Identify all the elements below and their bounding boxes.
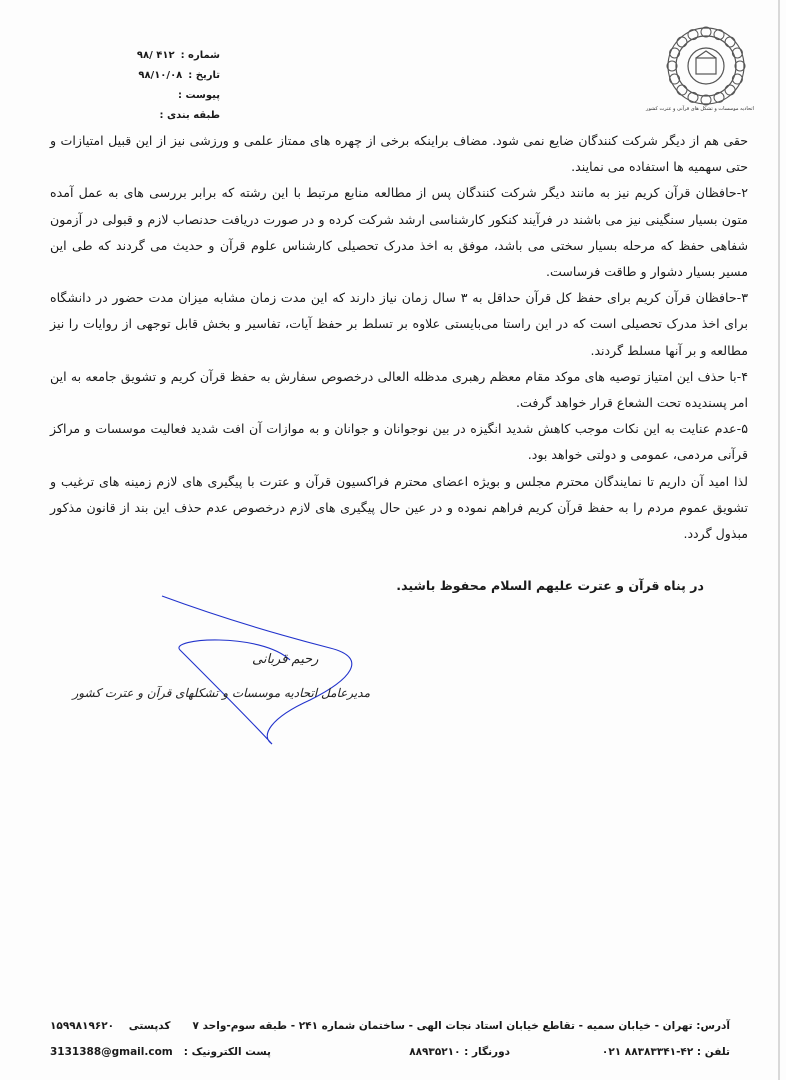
footer-fax [409, 1046, 510, 1058]
number-value: ۹۸/ ۴۱۲ [136, 50, 175, 61]
logo-petal [714, 92, 724, 102]
body-paragraph: لذا امید آن داریم تا نمایندگان محترم مجلس و بویژه اعضای محترم فراکسیون قرآن و عترت با پیگیری های لازم زمینه های ترغیب و تشویق عموم مردم را به حفظ قرآن کریم فراهم نموده و در عین حال پیگیری های لازم درخصوص عدم حذف این بند از قانون مذکور مبذول گردد. [50, 473, 748, 542]
email-label: پست الکترونیک : [183, 1046, 271, 1058]
body-paragraph: ۳-حافظان قرآن کریم برای حفظ کل قرآن حداقل به ۳ سال زمان نیاز دارند که این مدت زمان مشابه میزان مدت حضور در دانشگاه برای اخذ مدرک تحصیلی است که در این راستا می‌بایستی علاوه بر تسلط بر حفظ آیات، تفاسیر و بخش قابل توجهی از روایات را نیز مطالعه و بر آنها مسلط گردند. [50, 290, 748, 358]
number-label: شماره : [180, 50, 220, 61]
logo-petal [725, 37, 735, 47]
date-label: تاریخ : [188, 70, 220, 81]
logo-petal [670, 74, 680, 84]
letter-meta [50, 46, 220, 126]
number-row [50, 46, 220, 66]
logo-petal [714, 30, 724, 40]
footer-address: آدرس: تهران - خیابان سمیه - تقاطع خیابان استاد نجات الهی - ساختمان شماره ۲۴۱ - طبقه سوم-واحد ۷ [192, 1020, 730, 1032]
closing-line: در پناه قرآن و عترت علیهم السلام محفوظ باشید. [396, 578, 704, 593]
classification-row [50, 106, 220, 126]
body-paragraph: ۲-حافظان قرآن کریم نیز به مانند دیگر شرکت کنندگان پس از مطالعه منابع مرتبط با این رشته که برابر بررسی های به عمل آمده متون بسیار سنگینی نیز می باشند در فرآیند کنکور کارشناسی ارشد شرکت کرده و در صورت دریافت حدنصاب لازم و قبولی در آزمون شفاهی حفظ که مرحله بسیار سختی می باشد، موفق به اخذ مدرک تحصیلی کارشناس علوم قرآن و حدیث می گردند که طی این مسیر بسیار دشوار و طاقت فرساست. [50, 185, 748, 280]
logo-petal [725, 85, 735, 95]
phone-label: تلفن : [696, 1046, 730, 1058]
logo-caption: اتحادیه موسسات و تشکل های قرآنی و عترت کشور [646, 106, 754, 112]
handwritten-signature [72, 590, 400, 750]
signatory-name: رحیم قربانی [252, 652, 319, 667]
logo-petal [688, 30, 698, 40]
logo-petal [732, 74, 742, 84]
footer-phone [602, 1046, 730, 1058]
body-paragraph: ۴-با حذف این امتیاز توصیه های موکد مقام معظم رهبری مدظله العالی درخصوص سفارش به حفظ قرآن کریم و تشویق جامعه به این امر پسندیده تحت الشعاع قرار خواهد گرفت. [50, 368, 748, 411]
date-row [50, 66, 220, 86]
page-edge [778, 0, 780, 1080]
logo-petal [732, 48, 742, 58]
email-value[interactable]: 3131388@gmail.com [50, 1046, 173, 1058]
classification-label: طبقه بندی : [159, 110, 220, 121]
body-paragraph: ۵-عدم عنایت به این نکات موجب کاهش شدید انگیزه در بین نوجوانان و جوانان و به موازات آن افت شدید فعالیت موسسات و مراکز قرآنی مردمی، عمومی و دولتی خواهد بود. [50, 421, 748, 463]
footer-postal [50, 1020, 170, 1032]
phone-value: ۰۲۱ ۸۸۳۸۳۳۴۱-۴۲ [601, 1046, 694, 1058]
logo-petal [670, 48, 680, 58]
attachment-row [50, 86, 220, 106]
logo-petal [677, 85, 687, 95]
postal-value: ۱۵۹۹۸۱۹۶۲۰ [50, 1020, 115, 1032]
letter-body [50, 128, 748, 547]
signatory-title: مدیرعامل اتحادیه موسسات و تشکلهای قرآن و عترت کشور [72, 686, 370, 700]
organization-logo [664, 24, 748, 108]
postal-label: کدپستی [128, 1020, 171, 1032]
logo-petal [688, 92, 698, 102]
letter-footer [50, 1020, 730, 1070]
attachment-label: پیوست : [177, 90, 220, 101]
fax-value: ۸۸۹۳۵۲۱۰ [409, 1046, 461, 1058]
footer-email [50, 1046, 271, 1058]
logo-petal [677, 37, 687, 47]
fax-label: دورنگار : [464, 1046, 510, 1058]
body-paragraph: حقی هم از دیگر شرکت کنندگان ضایع نمی شود. مضاف براینکه برخی از چهره های ممتاز علمی و ورزشی نیز از این قبیل امتیازات و حتی سهمیه ها استفاده می نمایند. [50, 133, 748, 175]
date-value: ۹۸/۱۰/۰۸ [138, 70, 183, 81]
